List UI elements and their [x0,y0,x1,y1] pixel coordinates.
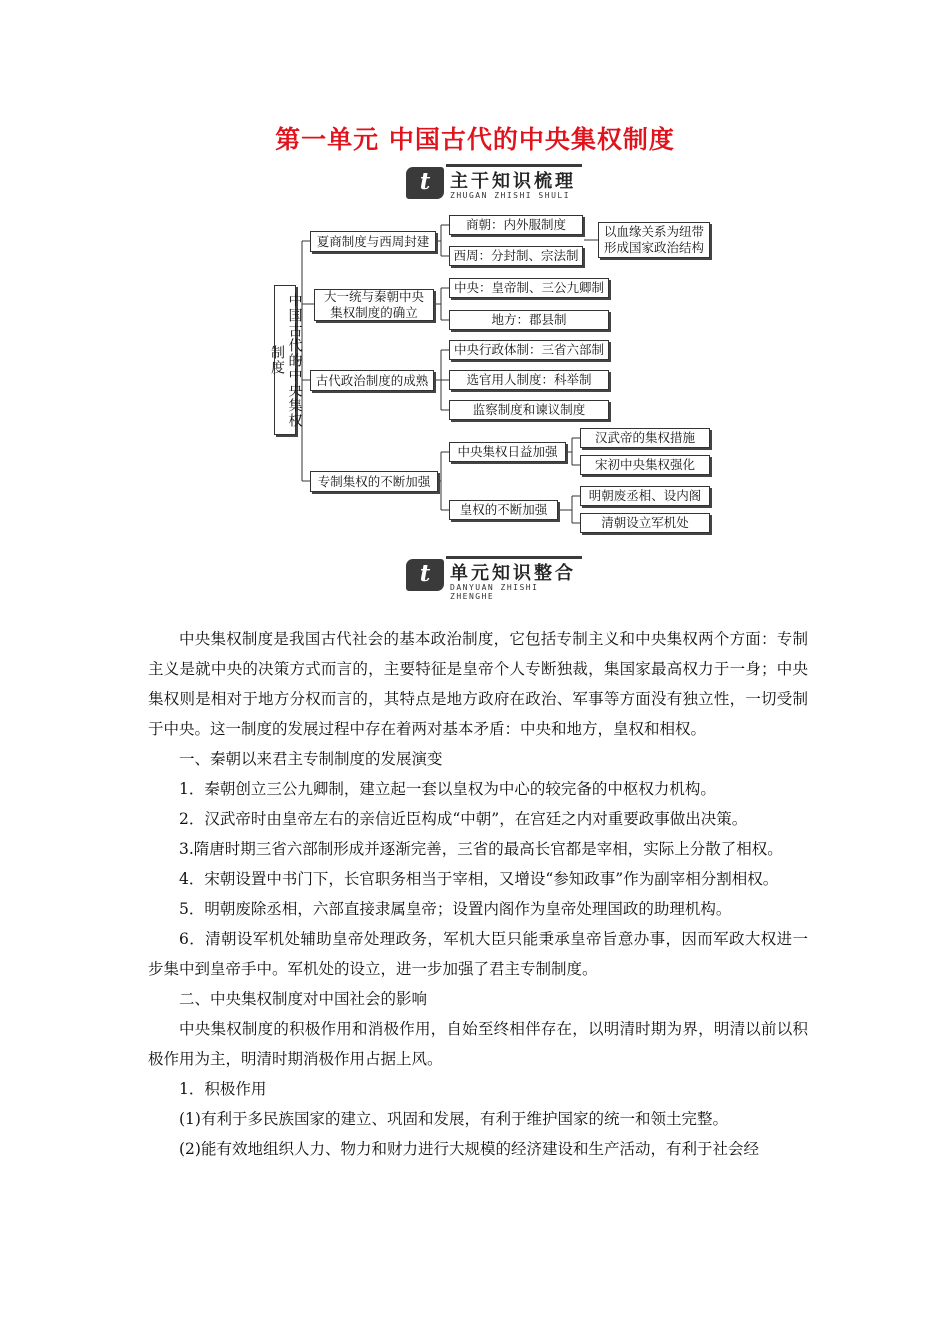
section-banner-integration [406,556,586,600]
list-item: 3.隋唐时期三省六部制形成并逐渐完善，三省的最高长官都是宰相，实际上分散了相权。 [179,840,783,858]
branch-autocracy-strengthening: 专制集权的不断加强 [310,471,438,492]
list-item: (2)能有效地组织人力、物力和财力进行大规模的经济建设和生产活动，有利于社会经 [179,1140,759,1158]
node-shang: 商朝：内外服制度 [449,215,583,235]
list-item: 5．明朝废除丞相，六部直接隶属皇帝；设置内阁作为皇帝处理国政的助理机构。 [179,900,732,918]
list-item: 1．秦朝创立三公九卿制，建立起一套以皇权为中心的较完备的中枢权力机构。 [179,780,716,798]
node-western-zhou: 西周：分封制、宗法制 [449,246,583,266]
section-heading-1: 一、秦朝以来君主专制制度的发展演变 [179,750,443,768]
node-central-emperor: 中央：皇帝制、三公九卿制 [449,278,609,298]
node-three-departments: 中央行政体制：三省六部制 [449,340,609,360]
section-heading-2: 二、中央集权制度对中国社会的影响 [179,990,428,1008]
tree-root: 中国古代的中央集权制度 [274,285,296,435]
branch-qin-unification: 大一统与秦朝中央集权制度的确立 [314,289,434,321]
banner-title: 单元知识整合 [450,563,576,584]
body-text [148,624,808,1164]
node-imperial-power: 皇权的不断加强 [449,500,558,520]
node-censorate: 监察制度和谏议制度 [449,400,609,420]
node-han-wudi: 汉武帝的集权措施 [580,428,710,448]
impact-paragraph: 中央集权制度的积极作用和消极作用，自始至终相伴存在，以明清时期为界，明清以前以积极作用为主，明清时期消极作用占据上风。 [148,1020,808,1068]
banner-pinyin: ZHUGAN ZHISHI SHULI [450,191,571,200]
node-local-commandery: 地方：郡县制 [449,310,609,330]
intro-paragraph: 中央集权制度是我国古代社会的基本政治制度，它包括专制主义和中央集权两个方面：专制主义是就中央的决策方式而言的，主要特征是皇帝个人专断独裁，集国家最高权力于一身；中央集权则是相对于地方分权而言的，其特点是地方政府在政治、军事等方面没有独立性，一切受制于中央。这一制度的发展过程中存在着两对基本矛盾：中央和地方，皇权和相权。 [148,630,808,738]
list-item: 2．汉武帝时由皇帝左右的亲信近臣构成“中朝”，在宫廷之内对重要政事做出决策。 [179,810,748,828]
branch-mature-system: 古代政治制度的成熟 [310,370,434,391]
node-imperial-exam: 选官用人制度：科举制 [449,370,609,390]
tc-logo-icon: t [406,559,444,591]
node-central-power: 中央集权日益加强 [449,442,566,462]
branch-xia-shang-zhou: 夏商制度与西周封建 [310,231,436,252]
node-blood-tie-note: 以血缘关系为纽带形成国家政治结构 [598,222,710,258]
subheading-positive: 1．积极作用 [179,1080,267,1098]
tc-logo-icon: t [406,167,444,199]
list-item: (1)有利于多民族国家的建立、巩固和发展，有利于维护国家的统一和领土完整。 [179,1110,728,1128]
node-ming-cabinet: 明朝废丞相、设内阁 [580,486,710,506]
node-early-song: 宋初中央集权强化 [580,455,710,475]
banner-pinyin: DANYUAN ZHISHI ZHENGHE [450,583,539,601]
list-item: 6．清朝设军机处辅助皇帝处理政务，军机大臣只能秉承皇帝旨意办事，因而军政大权进一步集中到皇帝手中。军机处的设立，进一步加强了君主专制制度。 [148,930,808,978]
list-item: 4．宋朝设置中书门下，长官职务相当于宰相，又增设“参知政事”作为副宰相分割相权。 [179,870,779,888]
banner-title: 主干知识梳理 [450,171,576,192]
page-title: 第一单元 中国古代的中央集权制度 [275,125,675,154]
node-qing-grand-council: 清朝设立军机处 [580,513,710,533]
